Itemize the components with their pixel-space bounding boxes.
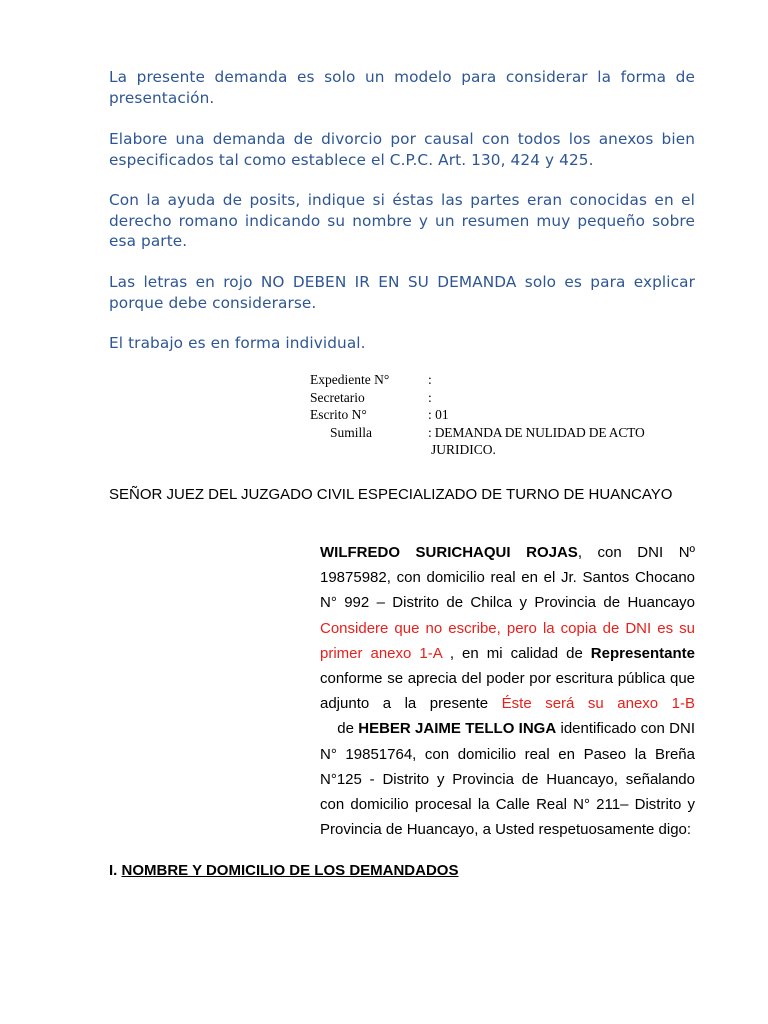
section-heading (109, 862, 458, 879)
role-label: Representante (590, 644, 695, 662)
sumilla-value-line-1: : DEMANDA DE NULIDAD DE ACTO (428, 424, 645, 440)
section-title: NOMBRE Y DOMICILIO DE LOS DEMANDADOS (121, 862, 459, 879)
expediente-label: Expediente N° (310, 372, 390, 387)
case-header-block (310, 371, 693, 459)
judge-address: SEÑOR JUEZ DEL JUZGADO CIVIL ESPECIALIZADO DE TURNO DE HUANCAYO (109, 486, 673, 503)
body-text-3: conforme se aprecia del poder por escritura pública que adjunto a la presente (320, 670, 695, 713)
section-number: I. (109, 862, 122, 879)
instruction-4-pre: Las letras en rojo (109, 273, 261, 291)
escrito-label: Escrito N° (310, 407, 367, 422)
instruction-paragraph-2: Elabore una demanda de divorcio por causal con todos los anexos bien especificados tal como establece el C.P.C. Art. 130, 424 y 425. (109, 130, 695, 169)
body-text-4: de (320, 720, 359, 738)
secretario-value: : (428, 389, 432, 405)
plaintiff-introduction (320, 540, 695, 842)
sumilla-row (310, 424, 693, 459)
expediente-row (310, 371, 693, 389)
escrito-value: : 01 (428, 407, 449, 422)
body-text-1: , con DNI Nº 19875982, con domicilio real en el Jr. Santos Chocano N° 992 – Distrito de Chilca y Provincia de Huancayo (320, 544, 696, 612)
instruction-paragraph-3: Con la ayuda de posits, indique si éstas las partes eran conocidas en el derecho romano indicando su nombre y un resumen muy pequeño sobre esa parte. (109, 191, 695, 250)
instruction-4-post: solo es para explicar porque debe considerarse. (109, 273, 695, 312)
instruction-4-caps: NO DEBEN IR EN SU DEMANDA (260, 273, 517, 291)
sumilla-value (428, 424, 693, 459)
sumilla-label: Sumilla (330, 424, 373, 440)
instruction-paragraph-1: La presente demanda es solo un modelo para considerar la forma de presentación. (109, 68, 695, 107)
instruction-paragraph-5: El trabajo es en forma individual. (109, 334, 366, 352)
instruction-paragraph-4 (109, 272, 695, 313)
body-text-2: , en mi calidad de (441, 644, 591, 662)
annotation-anexo-1b: Éste será su anexo 1-B (501, 695, 695, 713)
represented-name: HEBER JAIME TELLO INGA (358, 720, 557, 738)
secretario-row (310, 389, 693, 407)
escrito-row (310, 406, 693, 424)
sumilla-value-line-2: JURIDICO. (431, 442, 496, 457)
expediente-value: : (428, 372, 432, 387)
body-text-5: identificado con DNI N° 19851764, con domicilio real en Paseo la Breña N°125 - Distrito y Provincia de Huancayo, señalando con domicilio procesal la Calle Real N° 211– Distrito y Provincia de Huancayo, a Usted respetuosamente digo: (320, 720, 695, 839)
annotation-anexo-1a: Considere que no escribe, pero la copia de DNI es su primer anexo 1-A (320, 619, 695, 662)
secretario-label: Secretario (310, 389, 365, 405)
plaintiff-name: WILFREDO SURICHAQUI ROJAS (320, 544, 578, 561)
